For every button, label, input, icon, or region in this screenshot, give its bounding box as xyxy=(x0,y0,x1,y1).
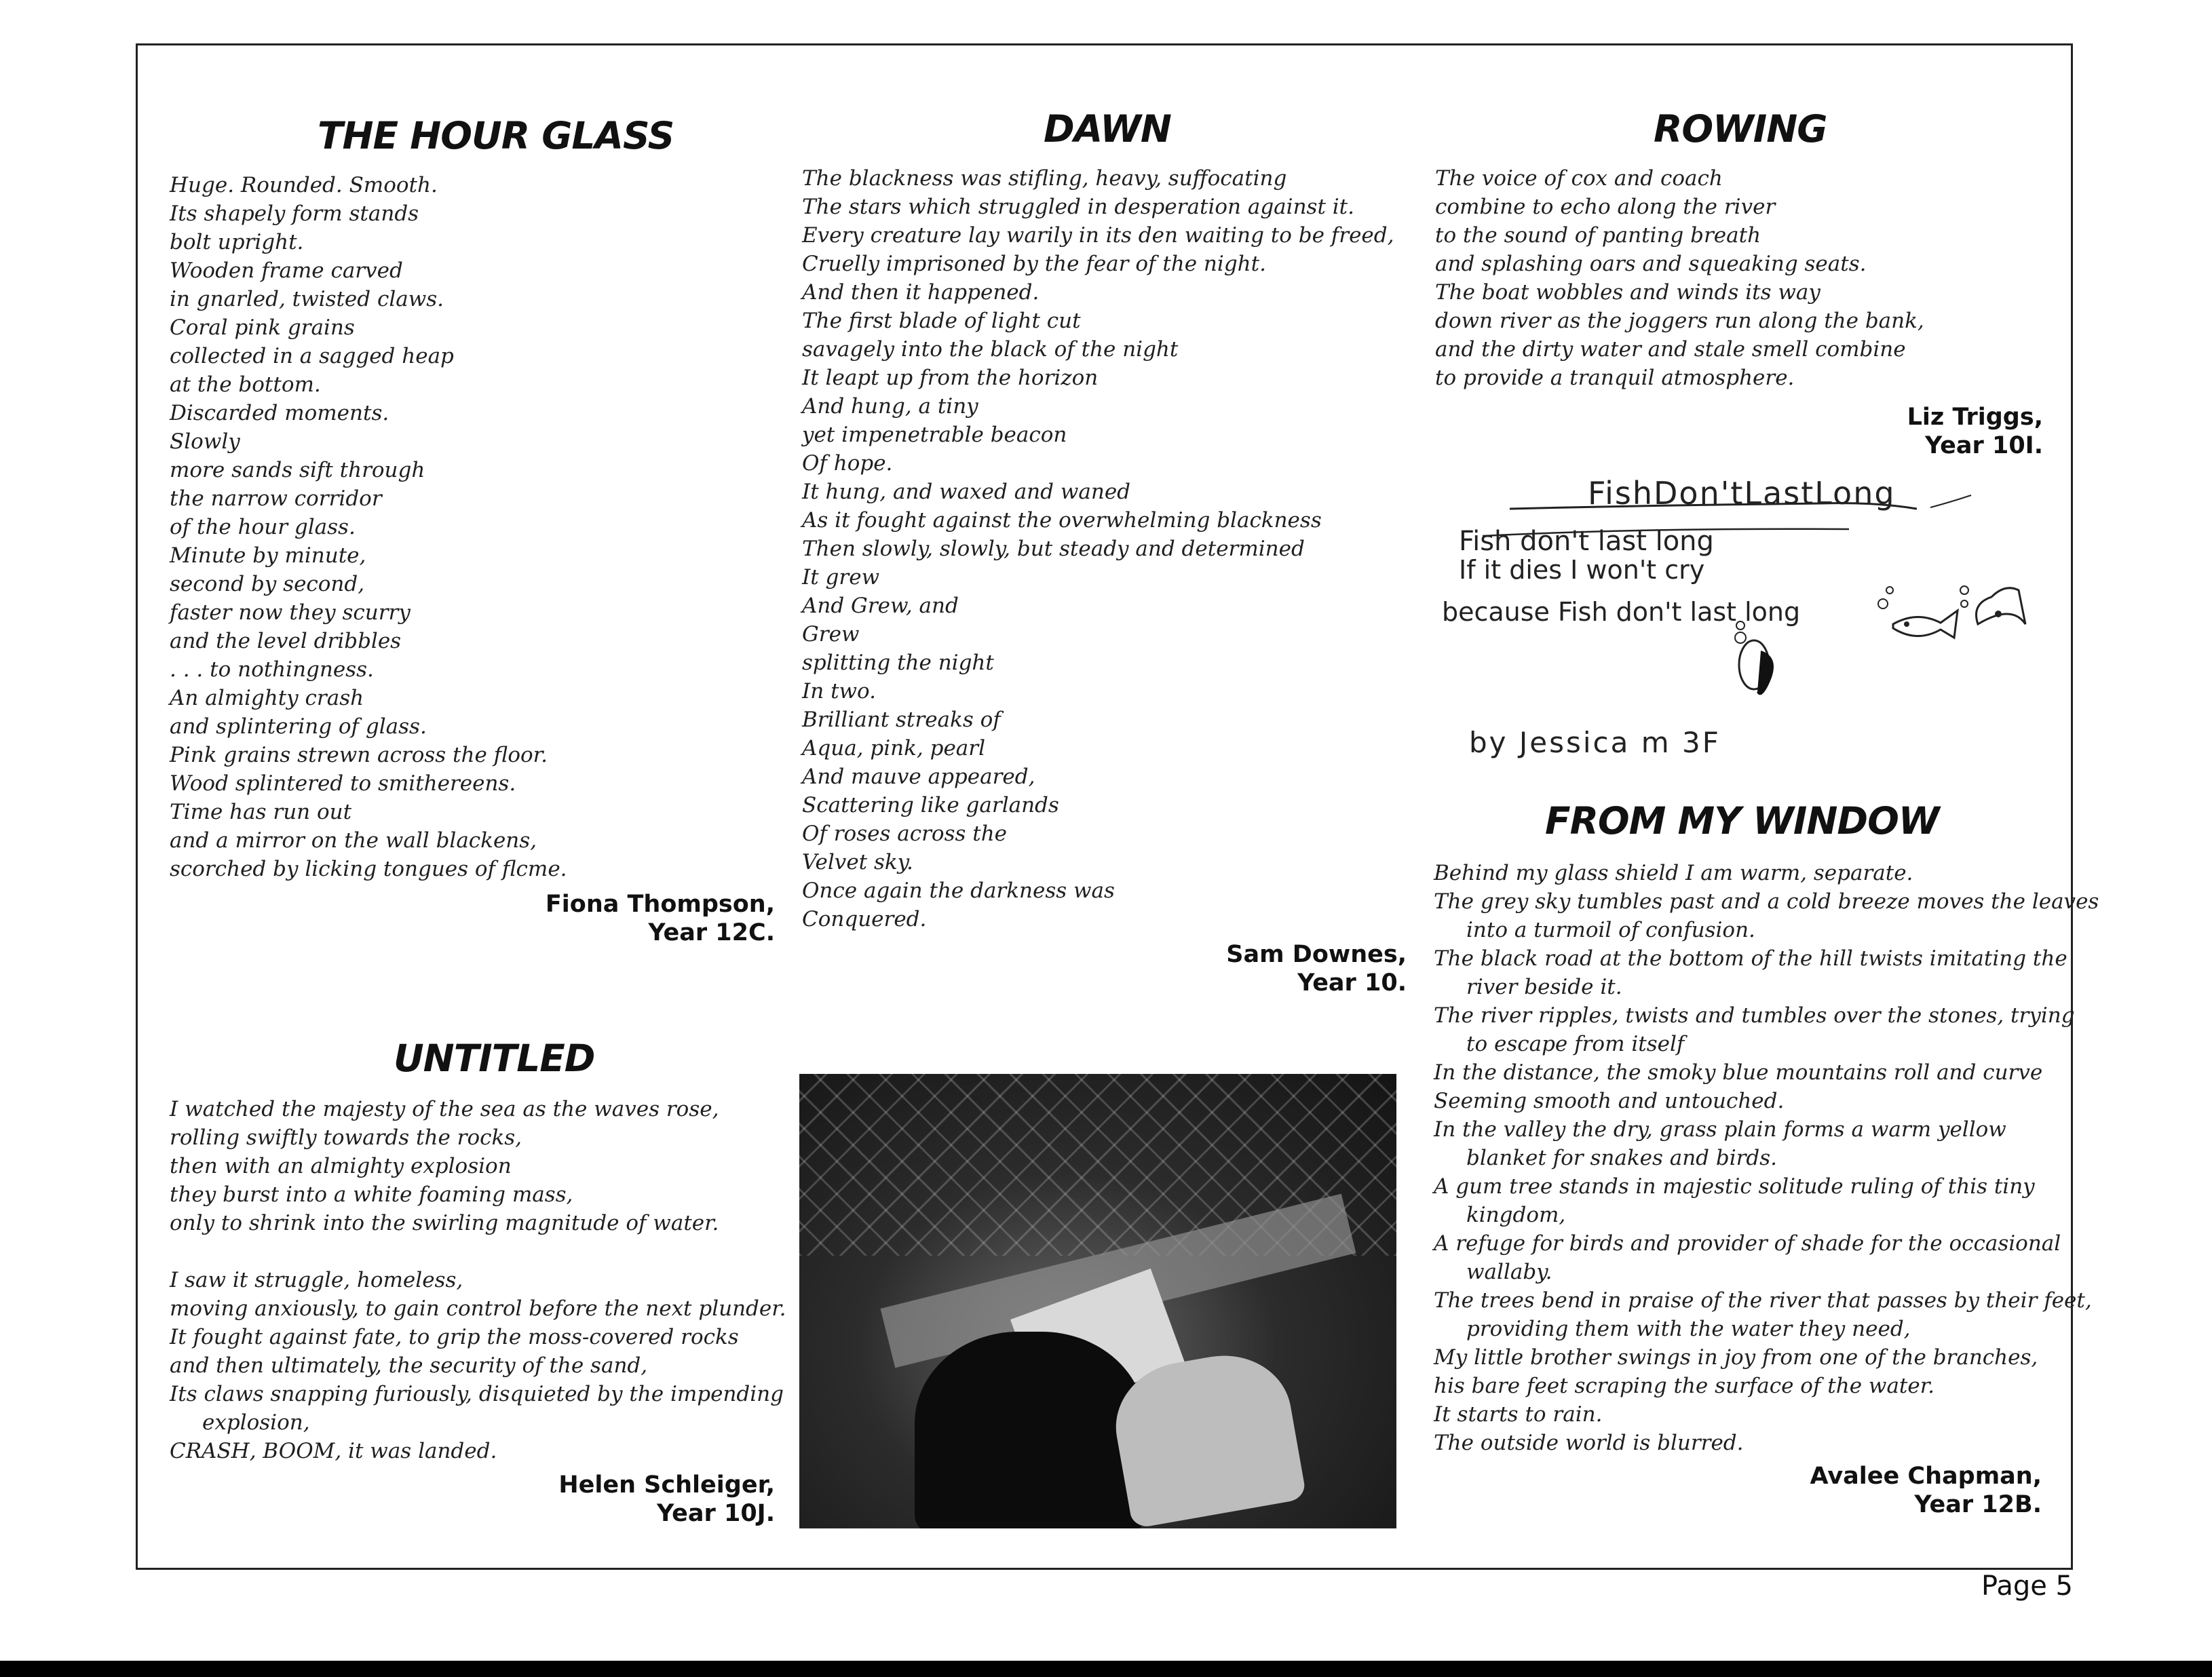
poem-line: only to shrink into the swirling magnitude of water. xyxy=(170,1211,719,1235)
untitled-poem xyxy=(170,1095,786,1465)
poem-line: Of roses across the xyxy=(802,822,1008,846)
poem-line: Velvet sky. xyxy=(802,850,913,874)
fish-poem-title: FishDon'tLastLong xyxy=(1588,475,1896,512)
poem-line: Brilliant streaks of xyxy=(802,708,1001,732)
poem-line: The trees bend in praise of the river that passes by their feet, xyxy=(1434,1288,2092,1313)
poem-line: Huge. Rounded. Smooth. xyxy=(170,173,438,197)
poem-line: A refuge for birds and provider of shade for the occasional xyxy=(1434,1231,2061,1256)
poem-line: The boat wobbles and winds its way xyxy=(1435,280,1820,305)
poem-line: It hung, and waxed and waned xyxy=(802,480,1131,504)
dawn-author: Sam Downes, xyxy=(1226,941,1407,968)
poem-line: In the distance, the smoky blue mountains roll and curve xyxy=(1434,1060,2043,1085)
poem-line: and splashing oars and squeaking seats. xyxy=(1435,252,1867,276)
hour-glass-author: Fiona Thompson, xyxy=(545,891,775,918)
window-poem xyxy=(1434,859,2099,1457)
poem-line: into a turmoil of confusion. xyxy=(1466,918,1755,942)
poem-line: moving anxiously, to gain control before the next plunder. xyxy=(170,1296,786,1321)
poem-line: in gnarled, twisted claws. xyxy=(170,287,444,311)
student-photo xyxy=(799,1074,1396,1528)
untitled-author-block xyxy=(558,1471,775,1528)
untitled-year: Year 10J. xyxy=(657,1500,775,1527)
poem-line: second by second, xyxy=(170,572,365,596)
dawn-title: DAWN xyxy=(1044,107,1171,151)
poem-line: combine to echo along the river xyxy=(1435,195,1776,219)
poem-line: The blackness was stifling, heavy, suffocating xyxy=(802,166,1287,191)
poem-line: It starts to rain. xyxy=(1434,1402,1603,1427)
poem-line: Wood splintered to smithereens. xyxy=(170,771,516,796)
poem-line: yet impenetrable beacon xyxy=(802,423,1067,447)
poem-line: at the bottom. xyxy=(170,372,321,397)
poem-line: Of hope. xyxy=(802,451,893,476)
poem-line: Scattering like garlands xyxy=(802,793,1059,817)
poem-line: blanket for snakes and birds. xyxy=(1466,1146,1778,1170)
poem-line: A gum tree stands in majestic solitude ruling of this tiny xyxy=(1434,1174,2035,1199)
poem-line: The black road at the bottom of the hill twists imitating the xyxy=(1434,946,2067,971)
fish-poem-byline: by Jessica m 3F xyxy=(1469,726,1721,759)
rowing-author-block xyxy=(1907,403,2043,460)
poem-line: Seeming smooth and untouched. xyxy=(1434,1089,1785,1113)
poem-line: An almighty crash xyxy=(170,686,364,710)
hour-glass-author-block xyxy=(546,890,775,947)
poem-line: The voice of cox and coach xyxy=(1435,166,1723,191)
poem-line: My little brother swings in joy from one of the branches, xyxy=(1434,1345,2038,1370)
poem-line: scorched by licking tongues of flcme. xyxy=(170,857,567,881)
poem-line: collected in a sagged heap xyxy=(170,344,454,368)
poem-line: kingdom, xyxy=(1466,1203,1566,1227)
poem-line: Grew xyxy=(802,622,860,647)
dawn-year: Year 10. xyxy=(1297,969,1407,997)
poem-line: Conquered. xyxy=(802,907,927,931)
dawn-poem xyxy=(802,164,1394,933)
poem-line: faster now they scurry xyxy=(170,600,411,625)
poem-line: The river ripples, twists and tumbles over the stones, trying xyxy=(1434,1003,2075,1028)
rowing-year: Year 10I. xyxy=(1925,432,2043,459)
poem-line: to provide a tranquil atmosphere. xyxy=(1435,366,1795,390)
rowing-title: ROWING xyxy=(1654,107,1827,151)
poem-line: The first blade of light cut xyxy=(802,309,1081,333)
poem-line: river beside it. xyxy=(1466,975,1622,999)
hour-glass-year: Year 12C. xyxy=(648,919,775,946)
poem-line: And hung, a tiny xyxy=(802,394,978,419)
poem-line: I watched the majesty of the sea as the waves rose, xyxy=(170,1097,719,1121)
poem-line: Cruelly imprisoned by the fear of the night. xyxy=(802,252,1266,276)
poem-line: Once again the darkness was xyxy=(802,879,1115,903)
poem-line: the narrow corridor xyxy=(170,486,382,511)
poem-line: Every creature lay warily in its den waiting to be freed, xyxy=(802,223,1394,248)
window-title: FROM MY WINDOW xyxy=(1545,799,1939,843)
poem-line: and the level dribbles xyxy=(170,629,402,653)
poem-line: In two. xyxy=(802,679,877,703)
poem-line: Then slowly, slowly, but steady and determined xyxy=(802,537,1305,561)
poem-line: splitting the night xyxy=(802,651,994,675)
poem-line: And Grew, and xyxy=(802,594,959,618)
poem-line: In the valley the dry, grass plain forms a warm yellow xyxy=(1434,1117,2006,1142)
poem-line: bolt upright. xyxy=(170,230,304,254)
untitled-title: UNTITLED xyxy=(394,1037,595,1080)
photo-person xyxy=(915,1332,1145,1528)
poem-line: And then it happened. xyxy=(802,280,1040,305)
dawn-author-block xyxy=(1226,940,1407,997)
poem-line: his bare feet scraping the surface of the water. xyxy=(1434,1374,1934,1398)
poem-line: It leapt up from the horizon xyxy=(802,366,1099,390)
poem-line: savagely into the black of the night xyxy=(802,337,1179,362)
poem-line: . . . to nothingness. xyxy=(170,657,374,682)
poem-line: Pink grains strewn across the floor. xyxy=(170,743,548,767)
poem-line: of the hour glass. xyxy=(170,515,356,539)
poem-line: to escape from itself xyxy=(1466,1032,1685,1056)
footer-rule xyxy=(136,1568,2073,1570)
poem-line: Minute by minute, xyxy=(170,543,366,568)
poem-line: Time has run out xyxy=(170,800,352,824)
poem-line: Its claws snapping furiously, disquieted by the impending xyxy=(170,1382,784,1406)
hour-glass-title: THE HOUR GLASS xyxy=(318,114,674,157)
hour-glass-poem xyxy=(170,171,567,883)
poem-line: It fought against fate, to grip the moss-covered rocks xyxy=(170,1325,739,1349)
poem-line: Slowly xyxy=(170,429,240,454)
window-author: Avalee Chapman, xyxy=(1810,1463,2042,1490)
poem-line: down river as the joggers run along the bank, xyxy=(1435,309,1924,333)
poem-line: rolling swiftly towards the rocks, xyxy=(170,1125,522,1150)
fish-poem-line-1: Fish don't last long xyxy=(1459,526,1714,557)
rowing-author: Liz Triggs, xyxy=(1907,404,2043,431)
untitled-author: Helen Schleiger, xyxy=(558,1471,775,1499)
poem-line: The grey sky tumbles past and a cold breeze moves the leaves xyxy=(1434,889,2099,914)
poem-line: Discarded moments. xyxy=(170,401,389,425)
fish-poem-line-2: If it dies I won't cry xyxy=(1459,555,1705,585)
poem-line: then with an almighty explosion xyxy=(170,1154,512,1178)
poem-line: to the sound of panting breath xyxy=(1435,223,1761,248)
page-number: Page 5 xyxy=(1981,1570,2073,1602)
poem-line: The stars which struggled in desperation against it. xyxy=(802,195,1354,219)
poem-line: Coral pink grains xyxy=(170,315,355,340)
scan-edge xyxy=(0,1661,2212,1677)
window-author-block xyxy=(1810,1462,2042,1519)
poem-line: Aqua, pink, pearl xyxy=(802,736,986,760)
poem-line: providing them with the water they need, xyxy=(1466,1317,1911,1341)
poem-line: I saw it struggle, homeless, xyxy=(170,1268,463,1292)
poem-line: The outside world is blurred. xyxy=(1434,1431,1744,1455)
poem-line: It grew xyxy=(802,565,880,590)
poem-line: Behind my glass shield I am warm, separate. xyxy=(1434,861,1913,885)
poem-line: they burst into a white foaming mass, xyxy=(170,1182,573,1207)
rowing-poem xyxy=(1435,164,1924,392)
fish-poem-line-3: because Fish don't last long xyxy=(1442,597,1801,627)
window-year: Year 12B. xyxy=(1914,1491,2042,1518)
poem-line: and then ultimately, the security of the sand, xyxy=(170,1353,648,1378)
poem-line: wallaby. xyxy=(1466,1260,1552,1284)
poem-line: And mauve appeared, xyxy=(802,765,1035,789)
stanza-gap xyxy=(170,1237,786,1266)
poem-line: and the dirty water and stale smell combine xyxy=(1435,337,1906,362)
poem-line: and splintering of glass. xyxy=(170,714,427,739)
poem-line: Its shapely form stands xyxy=(170,201,419,226)
poem-line: As it fought against the overwhelming blackness xyxy=(802,508,1322,533)
poem-line: Wooden frame carved xyxy=(170,258,403,283)
poem-line: explosion, xyxy=(202,1410,310,1435)
poem-line: and a mirror on the wall blackens, xyxy=(170,828,537,853)
poem-line: more sands sift through xyxy=(170,458,425,482)
poem-line: CRASH, BOOM, it was landed. xyxy=(170,1439,497,1463)
